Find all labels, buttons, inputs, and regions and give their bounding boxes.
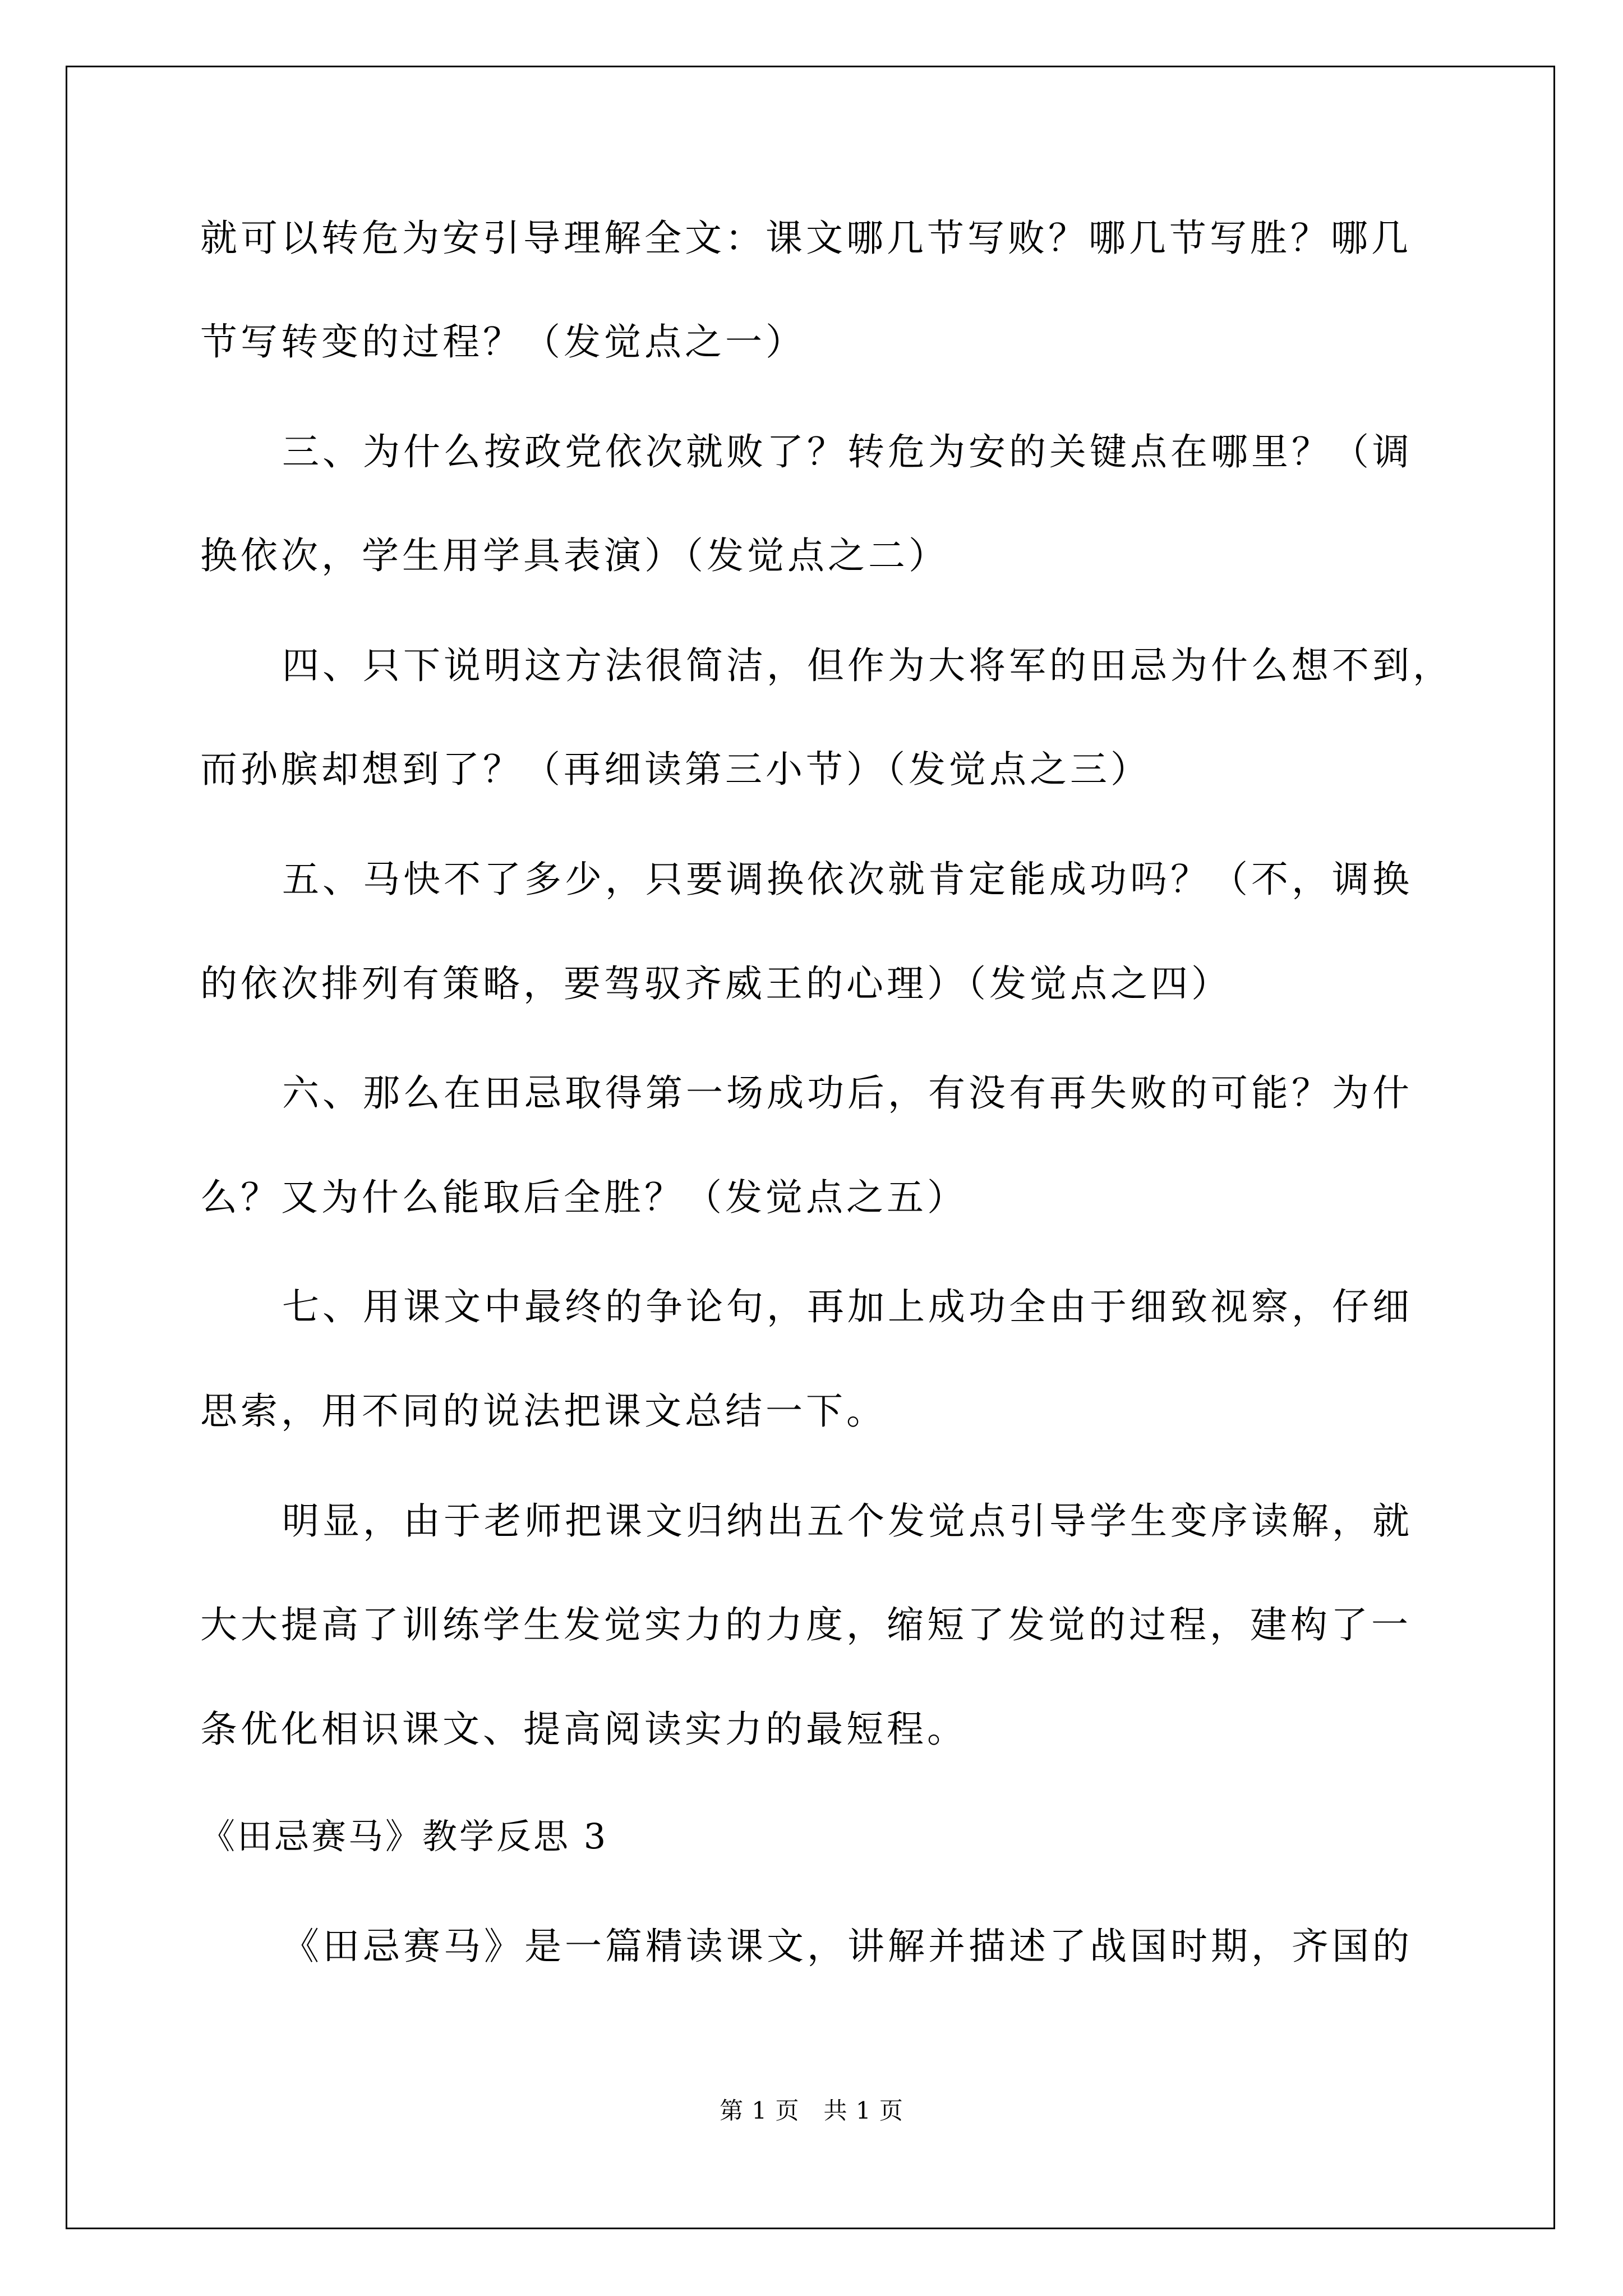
paragraph-line: 六、那么在田忌取得第一场成功后，有没有再失败的可能？为什 <box>282 1071 1413 1115</box>
page-border <box>66 66 1555 2229</box>
paragraph-line: 的依次排列有策略，要驾驭齐威王的心理）（发觉点之四） <box>200 962 1232 1005</box>
paragraph-line: 而孙膑却想到了？（再细读第三小节）（发觉点之三） <box>200 748 1151 791</box>
paragraph-line: 么？又为什么能取后全胜？（发觉点之五） <box>200 1176 967 1219</box>
paragraph-line: 换依次，学生用学具表演）（发觉点之二） <box>200 534 949 577</box>
section-heading: 《田忌赛马》教学反思 3 <box>200 1816 608 1857</box>
paragraph-line: 七、用课文中最终的争论句，再加上成功全由于细致视察，仔细 <box>282 1285 1413 1328</box>
paragraph-line: 五、马快不了多少，只要调换依次就肯定能成功吗？（不，调换 <box>282 858 1413 901</box>
paragraph-line: 三、为什么按政党依次就败了？转危为安的关键点在哪里？（调 <box>282 430 1413 473</box>
paragraph-line: 《田忌赛马》是一篇精读课文，讲解并描述了战国时期，齐国的 <box>282 1925 1413 1968</box>
paragraph-line: 四、只下说明这方法很简洁，但作为大将军的田忌为什么想不到， <box>282 644 1453 687</box>
paragraph-line: 就可以转危为安引导理解全文：课文哪几节写败？哪几节写胜？哪几 <box>200 217 1412 260</box>
page-number-footer: 第 1 页 共 1 页 <box>720 2097 903 2124</box>
paragraph-line: 大大提高了训练学生发觉实力的力度，缩短了发觉的过程，建构了一 <box>200 1603 1412 1646</box>
paragraph-line: 思索，用不同的说法把课文总结一下。 <box>200 1389 887 1433</box>
paragraph-line: 条优化相识课文、提高阅读实力的最短程。 <box>200 1708 967 1751</box>
paragraph-line: 明显，由于老师把课文归纳出五个发觉点引导学生变序读解，就 <box>282 1499 1413 1543</box>
paragraph-line: 节写转变的过程？（发觉点之一） <box>200 320 806 364</box>
